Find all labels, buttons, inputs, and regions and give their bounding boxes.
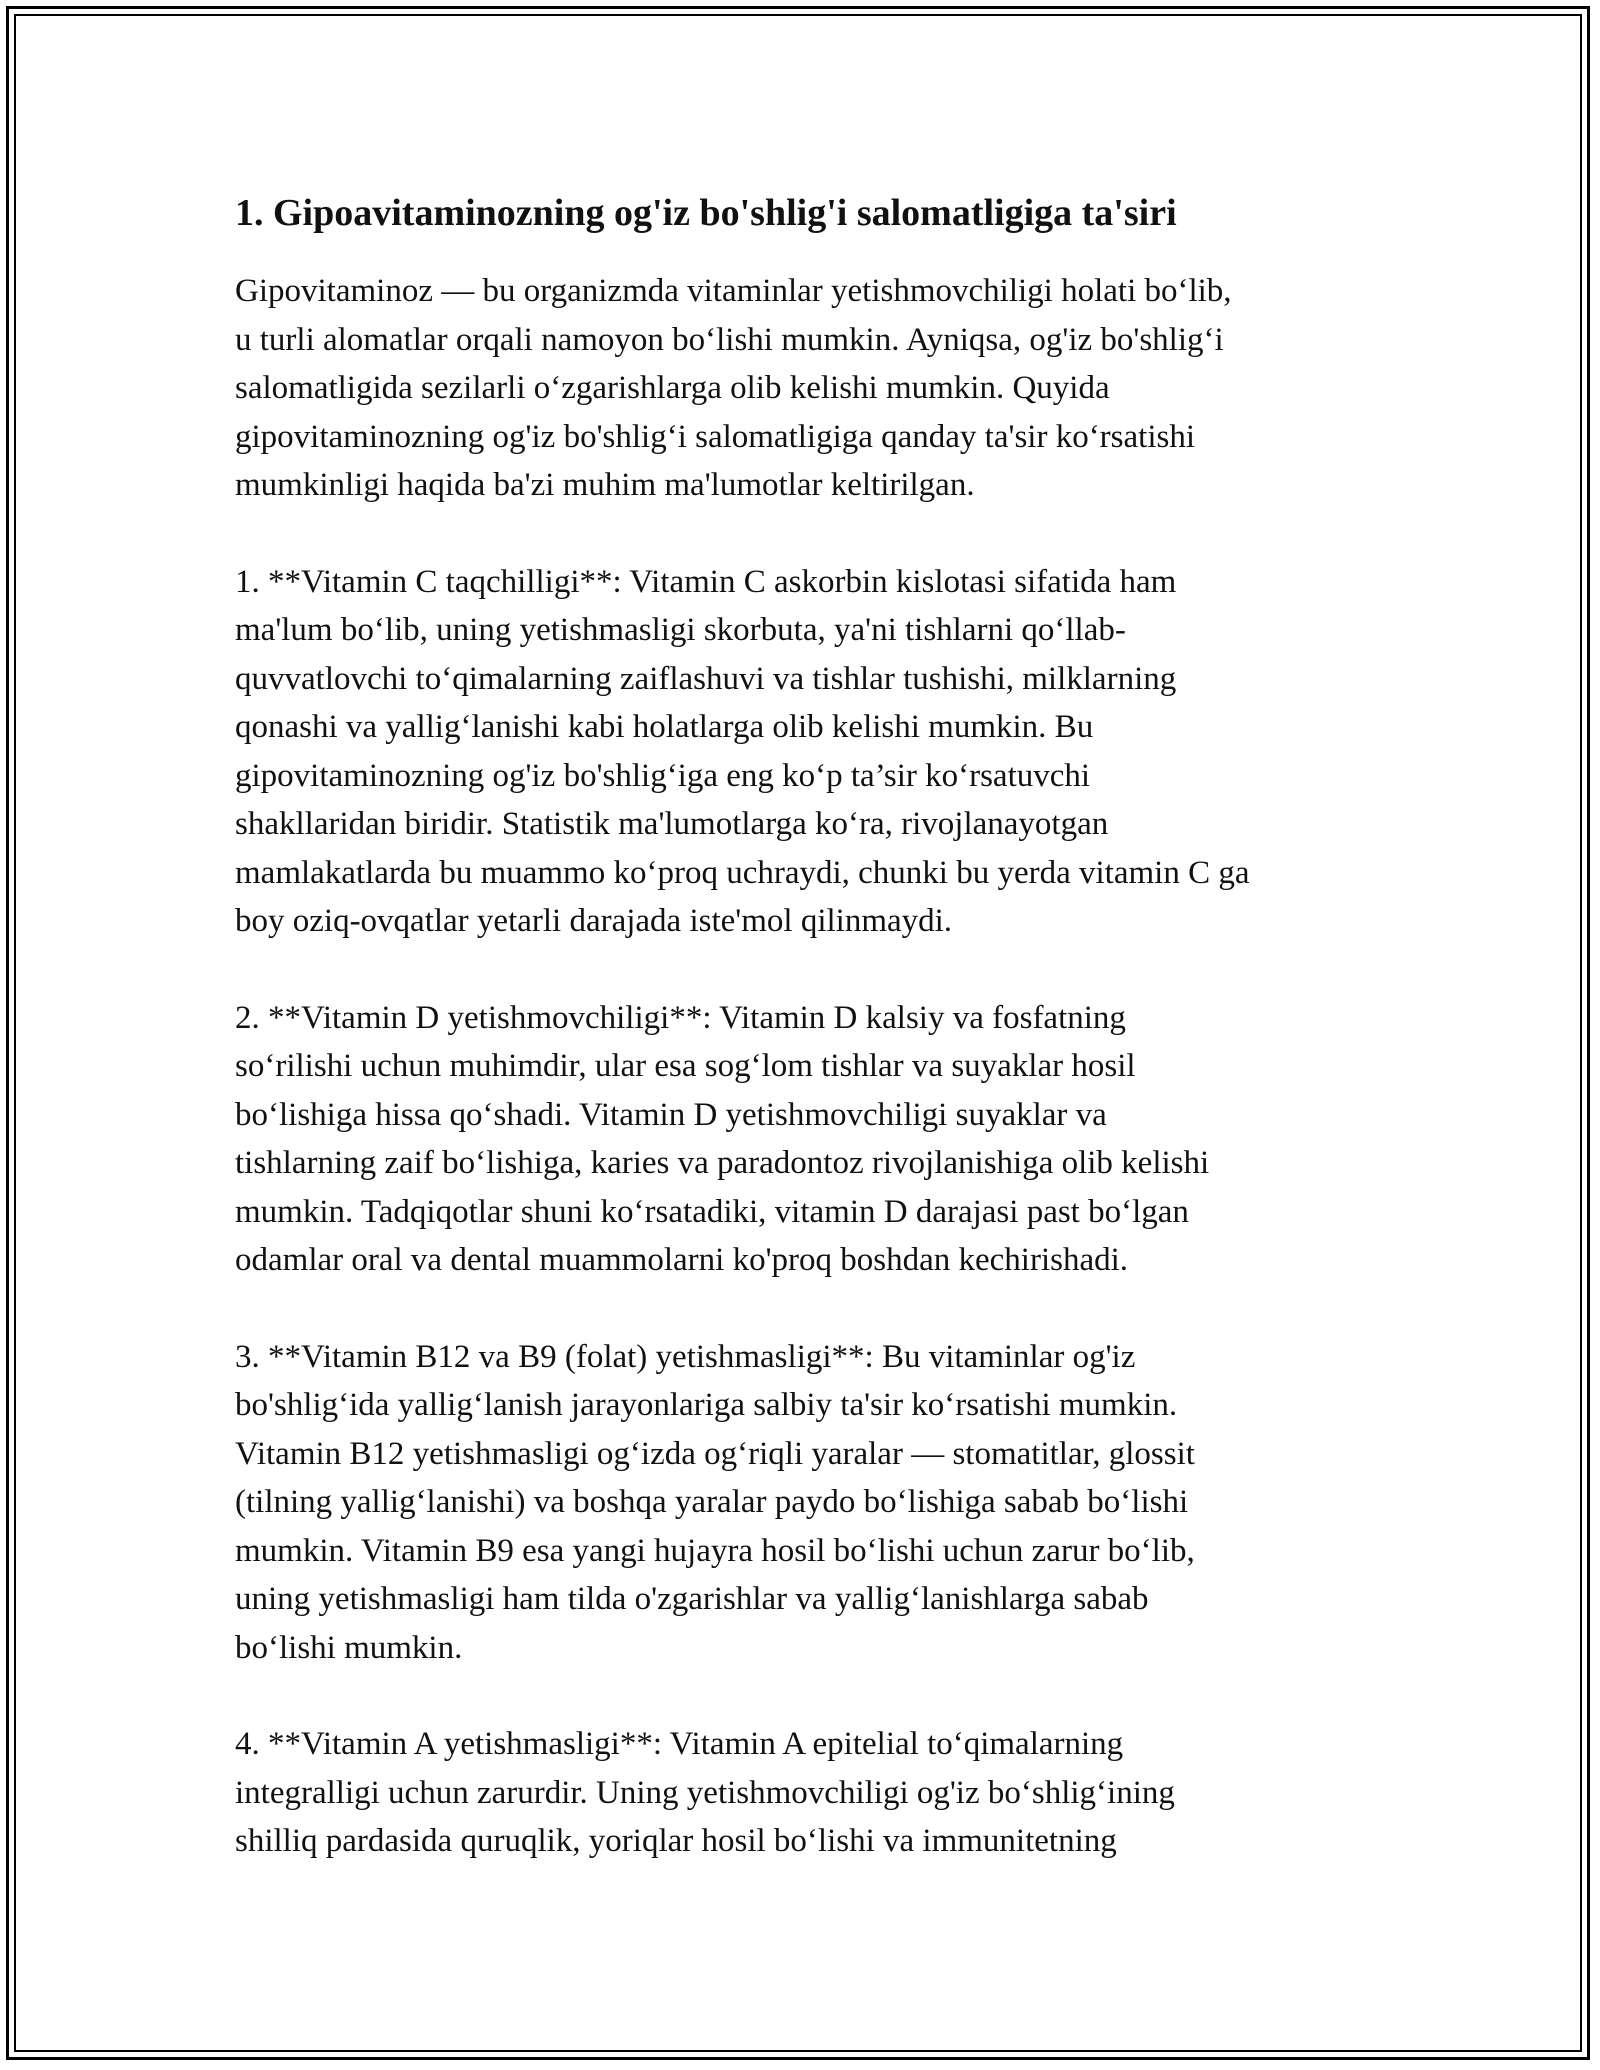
text-line: mumkin. Tadqiqotlar shuni ko‘rsatadiki, vitamin D darajasi past bo‘lgan — [235, 1193, 1189, 1230]
paragraph-vitamin-d — [235, 994, 1370, 1285]
text-line: u turli alomatlar orqali namoyon bo‘lishi mumkin. Ayniqsa, og'iz bo'shlig‘i — [235, 321, 1224, 358]
text-line: uning yetishmasligi ham tilda o'zgarishlar va yallig‘lanishlarga sabab — [235, 1581, 1149, 1617]
text-line: tishlarning zaif bo‘lishiga, karies va paradontoz rivojlanishiga olib kelishi — [235, 1145, 1210, 1181]
text-line: 4. **Vitamin A yetishmasligi**: Vitamin A epitelial to‘qimalarning — [235, 1726, 1124, 1762]
text-line: shilliq pardasida quruqlik, yoriqlar hosil bo‘lishi va immunitetning — [235, 1823, 1117, 1859]
text-line: gipovitaminozning og'iz bo'shlig‘iga eng ko‘p ta’sir ko‘rsatuvchi — [235, 757, 1091, 794]
text-line: ma'lum bo‘lib, uning yetishmasligi skorbuta, ya'ni tishlarni qo‘llab- — [235, 612, 1126, 648]
text-line: boy oziq-ovqatlar yetarli darajada iste'mol qilinmaydi. — [235, 903, 953, 939]
text-line: mumkinligi haqida ba'zi muhim ma'lumotlar keltirilgan. — [235, 467, 975, 503]
text-line: mumkin. Vitamin B9 esa yangi hujayra hosil bo‘lishi uchun zarur bo‘lib, — [235, 1532, 1195, 1569]
text-line: Vitamin B12 yetishmasligi og‘izda og‘riqli yaralar — stomatitlar, glossit — [235, 1435, 1195, 1472]
document-body — [235, 185, 1370, 1914]
paragraph-vitamin-c — [235, 558, 1370, 946]
text-line: mamlakatlarda bu muammo ko‘proq uchraydi, chunki bu yerda vitamin C ga — [235, 854, 1250, 891]
text-line: salomatligida sezilarli o‘zgarishlarga olib kelishi mumkin. Quyida — [235, 370, 1110, 406]
text-line: gipovitaminozning og'iz bo'shlig‘i salomatligiga qanday ta'sir ko‘rsatishi — [235, 418, 1196, 455]
text-line: so‘rilishi uchun muhimdir, ular esa sog‘lom tishlar va suyaklar hosil — [235, 1048, 1136, 1084]
text-line: 2. **Vitamin D yetishmovchiligi**: Vitamin D kalsiy va fosfatning — [235, 999, 1126, 1036]
text-line: (tilning yallig‘lanishi) va boshqa yaralar paydo bo‘lishiga sabab bo‘lishi — [235, 1484, 1189, 1520]
text-line: integralligi uchun zarurdir. Uning yetishmovchiligi og'iz bo‘shlig‘ining — [235, 1774, 1175, 1811]
text-line: bo‘lishiga hissa qo‘shadi. Vitamin D yetishmovchiligi suyaklar va — [235, 1096, 1107, 1133]
text-line: qonashi va yallig‘lanishi kabi holatlarga olib kelishi mumkin. Bu — [235, 709, 1094, 745]
text-line: bo‘lishi mumkin. — [235, 1629, 463, 1666]
paragraph-vitamin-b12-b9 — [235, 1333, 1370, 1673]
text-line: odamlar oral va dental muammolarni ko'proq boshdan kechirishadi. — [235, 1242, 1129, 1278]
text-line: Gipovitaminoz — bu organizmda vitaminlar yetishmovchiligi holati bo‘lib, — [235, 273, 1232, 309]
paragraph-vitamin-a — [235, 1720, 1370, 1866]
text-line: 1. **Vitamin C taqchilligi**: Vitamin C askorbin kislotasi sifatida ham — [235, 563, 1177, 600]
document-title: 1. Gipoavitaminozning og'iz bo'shlig'i salomatligiga ta'siri — [235, 192, 1177, 234]
text-line: bo'shlig‘ida yallig‘lanish jarayonlariga salbiy ta'sir ko‘rsatishi mumkin. — [235, 1387, 1178, 1423]
text-line: quvvatlovchi to‘qimalarning zaiflashuvi va tishlar tushishi, milklarning — [235, 660, 1177, 697]
paragraph-intro — [235, 267, 1370, 510]
text-line: 3. **Vitamin B12 va B9 (folat) yetishmasligi**: Bu vitaminlar og'iz — [235, 1338, 1136, 1375]
text-line: shakllaridan biridir. Statistik ma'lumotlarga ko‘ra, rivojlanayotgan — [235, 806, 1109, 842]
